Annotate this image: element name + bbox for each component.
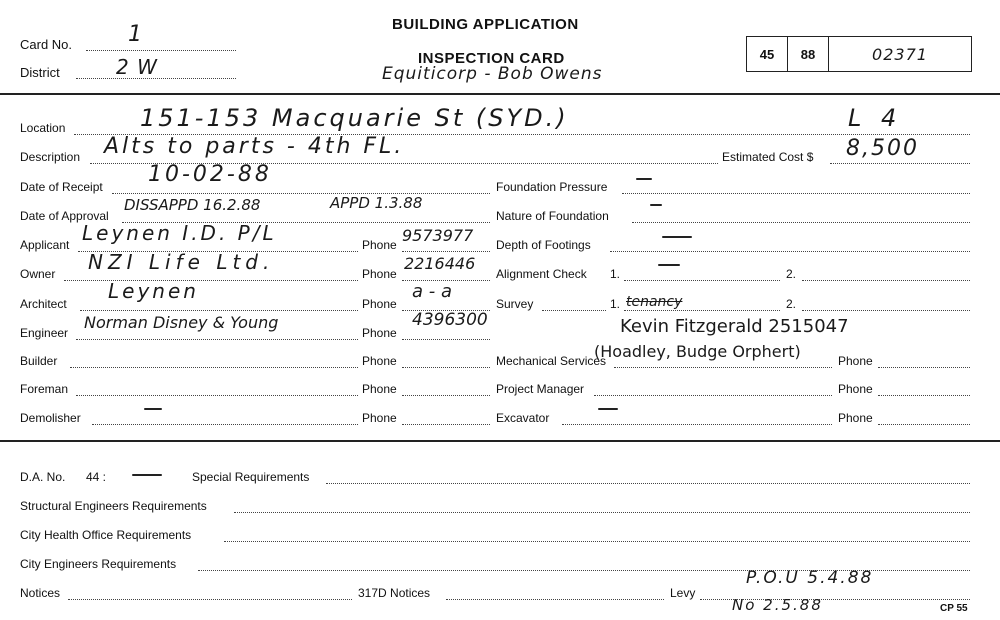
nature-of-foundation-label: Nature of Foundation [496,209,609,223]
engineer-label: Engineer [20,326,69,340]
survey-line1 [624,310,780,311]
applicant-phone-line [402,251,490,252]
levy-label: Levy [670,586,696,600]
builder-label: Builder [20,354,58,368]
date-of-receipt-line [112,193,490,194]
description-value: Alts to parts - 4th FL. [104,134,405,159]
foundation-pressure-dash [636,178,652,180]
owner-label: Owner [20,267,56,281]
foreman-line [76,395,358,396]
levy-value2: No 2.5.88 [732,596,823,614]
da-value: 44 : [86,470,107,484]
depth-of-footings-dash [662,236,692,238]
levy-value: P.O.U 5.4.88 [746,568,874,588]
mechanical-services-phone-line [878,367,970,368]
depth-of-footings-line [610,251,970,252]
alignment-check-line1 [624,280,780,281]
city-engineers-label: City Engineers Requirements [20,557,177,571]
estimated-cost-label: Estimated Cost $ [722,150,814,164]
engineer-value: Norman Disney & Young [84,313,279,332]
engineer-phone-line [402,339,490,340]
structural-line [234,512,970,513]
estimated-cost-value: 8,500 [846,136,919,161]
engineer-phone: 4396300 [412,310,488,330]
builder-phone-line [402,367,490,368]
applicant-label: Applicant [20,238,70,252]
da-label: D.A. No. [20,470,66,484]
survey-line2 [802,310,970,311]
architect-value: Leynen [108,279,199,303]
special-requirements-line [326,483,970,484]
estimated-cost-line [830,163,970,164]
architect-phone-label: Phone [362,297,397,311]
date-of-approval-value2: APPD 1.3.88 [330,194,423,212]
engineer-line [76,339,358,340]
architect-line [80,310,358,311]
excavator-label: Excavator [496,411,550,425]
demolisher-line [92,424,358,425]
nature-of-foundation-line [632,222,970,223]
handwritten-title: Equiticorp - Bob Owens [382,64,603,84]
owner-phone-label: Phone [362,267,397,281]
alignment-check-dash [658,264,680,266]
foreman-phone-label: Phone [362,382,397,396]
foundation-pressure-label: Foundation Pressure [496,180,608,194]
builder-phone-label: Phone [362,354,397,368]
number-box-1: 45 [747,37,788,71]
survey-label: Survey [496,297,534,311]
alignment-check-n2: 2. [786,267,797,281]
date-of-approval-label: Date of Approval [20,209,109,223]
alignment-check-n1: 1. [610,267,621,281]
district-label: District [20,65,60,80]
form-code: CP 55 [940,603,968,614]
description-label: Description [20,150,81,164]
survey-n1: 1. [610,297,621,311]
mechanical-services-value: (Hoadley, Budge Orphert) [594,342,801,361]
date-of-approval-value: DISSAPPD 16.2.88 [124,196,261,214]
demolisher-dash [144,408,162,410]
special-requirements-label: Special Requirements [192,470,310,484]
survey-contact: Kevin Fitzgerald 2515047 [620,316,849,337]
demolisher-label: Demolisher [20,411,81,425]
foreman-phone-line [402,395,490,396]
owner-phone: 2216446 [404,254,476,273]
district-value: 2 W [116,55,158,79]
nature-of-foundation-dash [650,204,662,206]
survey-line [542,310,606,311]
card-number-box [746,36,972,72]
notices-line [68,599,352,600]
demolisher-phone-line [402,424,490,425]
applicant-value: Leynen I.D. P/L [82,221,277,245]
architect-phone: a - a [412,281,452,302]
builder-line [70,367,358,368]
demolisher-phone-label: Phone [362,411,397,425]
card-no-line [86,50,236,51]
excavator-phone-line [878,424,970,425]
mechanical-services-label: Mechanical Services [496,354,607,368]
notices-label: Notices [20,586,61,600]
architect-label: Architect [20,297,67,311]
excavator-line [562,424,832,425]
applicant-phone-label: Phone [362,238,397,252]
mechanical-services-line [614,367,832,368]
mechanical-services-phone-label: Phone [838,354,873,368]
location-value: 151-153 Macquarie St (SYD.) [140,104,569,132]
engineer-phone-label: Phone [362,326,397,340]
excavator-dash [598,408,618,410]
card-no-value: 1 [128,22,143,47]
depth-of-footings-label: Depth of Footings [496,238,591,252]
notices-317d-line [446,599,664,600]
date-of-receipt-value: 10-02-88 [148,162,272,187]
location-extra: L 4 [848,104,903,132]
health-line [224,541,970,542]
title-building-application: BUILDING APPLICATION [392,16,579,33]
project-manager-line [594,395,832,396]
foundation-pressure-line [622,193,970,194]
da-dash [132,474,162,476]
foreman-label: Foreman [20,382,69,396]
location-label: Location [20,121,66,135]
date-of-receipt-label: Date of Receipt [20,180,103,194]
middle-divider [0,440,1000,442]
excavator-phone-label: Phone [838,411,873,425]
applicant-phone: 9573977 [402,226,474,245]
header-divider [0,93,1000,95]
owner-value: NZI Life Ltd. [88,250,275,274]
structural-label: Structural Engineers Requirements [20,499,207,513]
project-manager-phone-line [878,395,970,396]
survey-n2: 2. [786,297,797,311]
project-manager-label: Project Manager [496,382,585,396]
title-inspection-card: INSPECTION CARD [418,50,565,67]
number-box-3: 02371 [872,44,928,64]
card-no-label: Card No. [20,37,73,52]
number-box-2: 88 [788,37,829,71]
alignment-check-label: Alignment Check [496,267,587,281]
survey-note: tenancy [626,294,683,310]
health-label: City Health Office Requirements [20,528,192,542]
notices-317d-label: 317D Notices [358,586,431,600]
alignment-check-line2 [802,280,970,281]
project-manager-phone-label: Phone [838,382,873,396]
